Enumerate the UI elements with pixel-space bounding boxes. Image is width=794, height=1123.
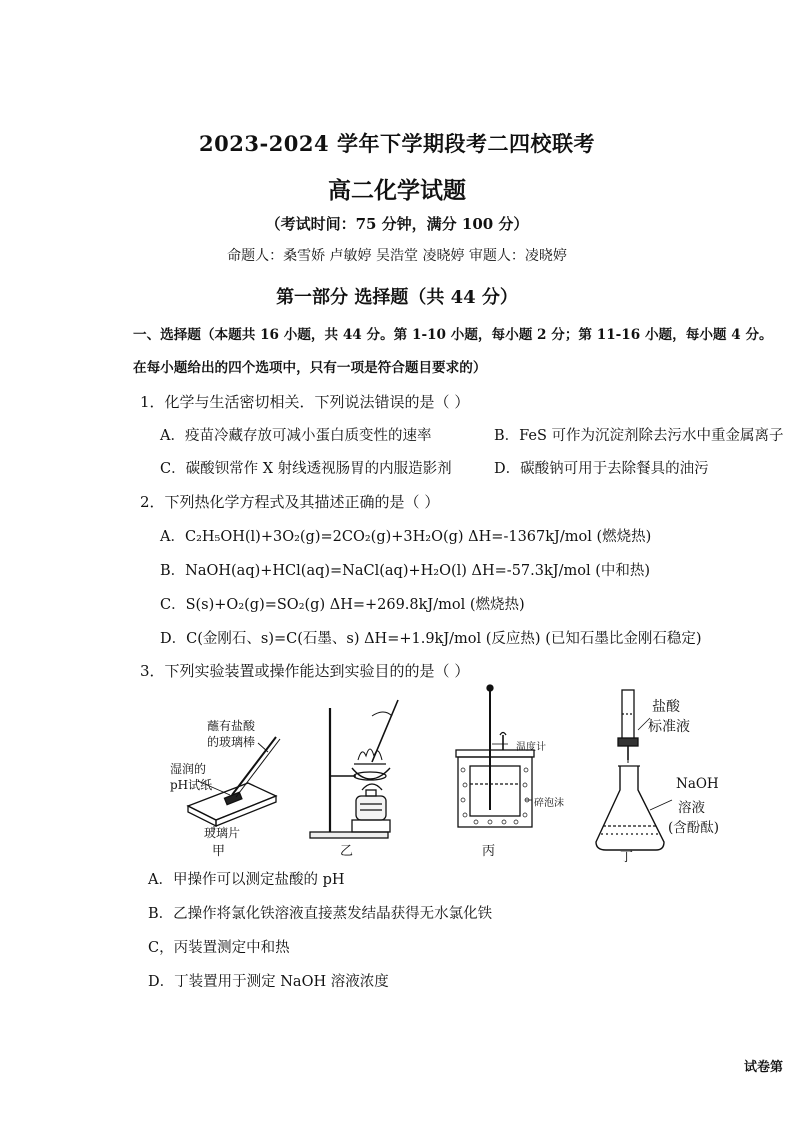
q1-option-b: B．FeS 可作为沉淀剂除去污水中重金属离子 bbox=[494, 428, 784, 444]
label-ding: 丁 bbox=[620, 850, 634, 865]
q1-stem: 1．化学与生活密切相关．下列说法错误的是（ ） bbox=[140, 393, 470, 411]
q2-option-c: C．S(s)+O₂(g)=SO₂(g) ΔH=+269.8kJ/mol (燃烧热) bbox=[160, 597, 525, 613]
page-footer-label: 试卷第 bbox=[744, 1060, 784, 1075]
label-yi: 乙 bbox=[340, 844, 354, 859]
label-jia-paper-2: pH试纸 bbox=[170, 778, 213, 792]
label-ding-naoh: NaOH bbox=[676, 776, 719, 792]
label-jia-rod-2: 的玻璃棒 bbox=[207, 735, 256, 749]
label-jia: 甲 bbox=[212, 844, 226, 859]
part1-title: 第一部分 选择题（共 44 分） bbox=[276, 287, 518, 308]
exam-title: 2023-2024 学年下学期段考二四校联考 bbox=[199, 131, 595, 156]
q1-option-c: C．碳酸钡常作 X 射线透视肠胃的内服造影剂 bbox=[160, 461, 452, 477]
part1-instruction-2: 在每小题给出的四个选项中，只有一项是符合题目要求的） bbox=[133, 360, 487, 376]
q3-option-a: A．甲操作可以测定盐酸的 pH bbox=[148, 872, 345, 888]
label-ding-naoh-2: 溶液 bbox=[678, 800, 705, 816]
q3-option-d: D．丁装置用于测定 NaOH 溶液浓度 bbox=[148, 974, 389, 990]
label-bing: 丙 bbox=[482, 844, 496, 859]
q1-option-d: D．碳酸钠可用于去除餐具的油污 bbox=[494, 461, 709, 477]
label-bing-thermometer: 温度计 bbox=[516, 742, 546, 753]
label-ding-acid-2: 标准液 bbox=[648, 719, 690, 735]
q1-option-a: A．疫苗冷藏存放可减小蛋白质变性的速率 bbox=[160, 428, 432, 444]
label-jia-paper: 湿润的 bbox=[170, 762, 207, 776]
q2-option-a: A．C₂H₅OH(l)+3O₂(g)=2CO₂(g)+3H₂O(g) ΔH=-1367kJ/mol (燃烧热) bbox=[160, 529, 652, 545]
label-jia-glass: 玻璃片 bbox=[204, 826, 241, 840]
exam-info: （考试时间：75 分钟，满分 100 分） bbox=[265, 215, 529, 233]
subject-title: 高二化学试题 bbox=[328, 177, 466, 204]
part1-instruction-1: 一、选择题（本题共 16 小题，共 44 分。第 1-10 小题，每小题 2 分；第 11-16 小题，每小题 4 分。 bbox=[133, 327, 773, 343]
apparatus-yi bbox=[310, 700, 398, 838]
q3-stem: 3．下列实验装置或操作能达到实验目的的是（ ） bbox=[140, 662, 470, 680]
apparatus-bing bbox=[456, 685, 534, 827]
label-ding-naoh-3: (含酚酞) bbox=[668, 820, 720, 836]
authors-line: 命题人：桑雪娇 卢敏婷 吴浩堂 凌晓婷 审题人：凌晓婷 bbox=[227, 248, 567, 264]
label-jia-rod: 蘸有盐酸 bbox=[207, 719, 256, 733]
q2-option-b: B．NaOH(aq)+HCl(aq)=NaCl(aq)+H₂O(l) ΔH=-57.3kJ/mol (中和热) bbox=[160, 563, 651, 579]
label-ding-acid: 盐酸 bbox=[652, 699, 680, 715]
q2-stem: 2．下列热化学方程式及其描述正确的是（ ） bbox=[140, 493, 440, 511]
q3-option-b: B．乙操作将氯化铁溶液直接蒸发结晶获得无水氯化铁 bbox=[148, 906, 493, 922]
q2-option-d: D．C(金刚石、s)=C(石墨、s) ΔH=+1.9kJ/mol (反应热) (已知石墨比金刚石稳定) bbox=[160, 631, 702, 647]
q3-option-c: C，丙装置测定中和热 bbox=[148, 940, 290, 956]
label-bing-foam: 碎泡沫 bbox=[534, 798, 564, 809]
